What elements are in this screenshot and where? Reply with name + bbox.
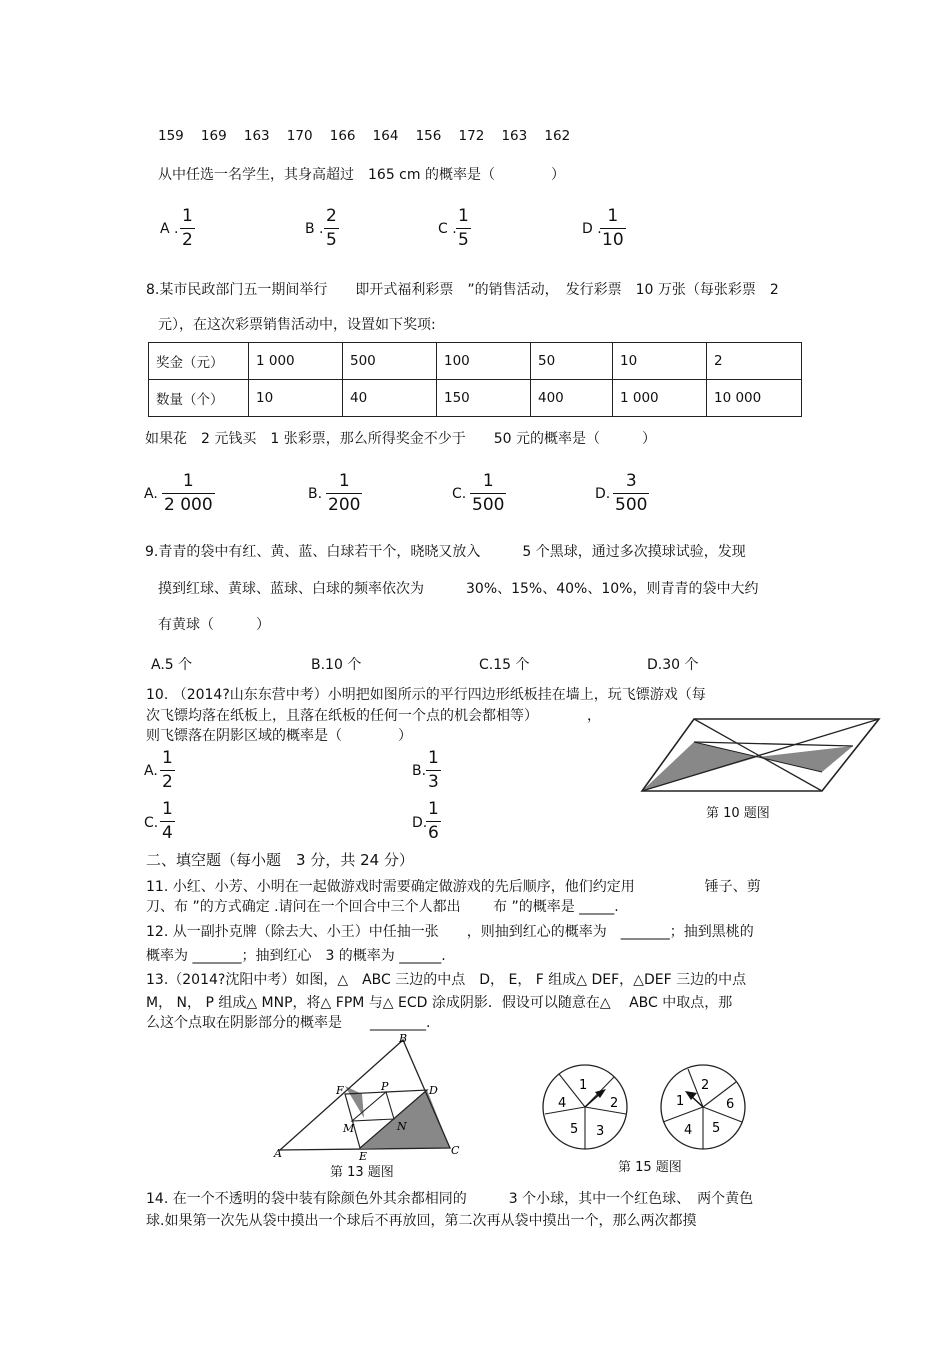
point-label: M (343, 1122, 355, 1135)
point-label: F (336, 1084, 344, 1097)
sector-label: 2 (610, 1096, 619, 1111)
option-label: D. (595, 486, 611, 502)
q9-line1: 9.青青的袋中有红、黄、蓝、白球若干个，晓晓又放入 5 个黑球，通过多次摸球试验，发现 (145, 544, 746, 560)
sector-label: 5 (712, 1121, 721, 1136)
q12-line1: 12. 从一副扑克牌（除去大、小王）中任抽一张 ，则抽到红心的概率为 _______；抽到黑桃的 (146, 924, 754, 940)
q9-line3: 有黄球（ ） (158, 617, 270, 633)
option-fraction: $\frac{1}{2}$ (162, 748, 173, 792)
option-fraction: $\frac{1}{2 000}$ (164, 471, 213, 515)
point-label: N (397, 1120, 407, 1133)
option-label: B . (305, 221, 324, 237)
parallelogram-figure (638, 714, 883, 796)
sector-label: 4 (558, 1096, 567, 1111)
q13-figure-caption: 第 13 题图 (330, 1165, 394, 1180)
option-label: C. (452, 486, 467, 502)
table-cell: 40 (343, 380, 437, 417)
q15-figure-caption: 第 15 题图 (618, 1160, 682, 1175)
option-fraction: $\frac{1}{3}$ (428, 748, 439, 792)
q14-line2: 球.如果第一次先从袋中摸出一个球后不再放回，第二次再从袋中摸出一个，那么两次都摸 (146, 1213, 697, 1229)
q8-line1: 8.某市民政部门五一期间举行 即开式福利彩票 ”的销售活动， 发行彩票 10 万张（每张彩票 2 (146, 282, 779, 298)
option-label: A . (160, 221, 179, 237)
section-2-heading: 二、填空题（每小题 3 分，共 24 分） (146, 851, 414, 869)
table-cell: 500 (343, 343, 437, 380)
table-cell: 1 000 (613, 380, 707, 417)
q10-line2: 次飞镖均落在纸板上，且落在纸板的任何一个点的机会都相等） ， (146, 708, 601, 724)
q10-figure-caption: 第 10 题图 (706, 806, 770, 821)
table-cell: 50 (531, 343, 613, 380)
left-spinner (543, 1065, 627, 1149)
option-label: A. (144, 763, 158, 779)
option-label: B. (412, 763, 427, 779)
q11-line1: 11. 小红、小芳、小明在一起做游戏时需要确定做游戏的先后顺序，他们约定用 锤子、剪 (146, 879, 761, 895)
table-cell: 150 (437, 380, 531, 417)
arrow-icon (685, 1091, 697, 1100)
sector-label: 1 (579, 1078, 588, 1093)
q9-option-c[interactable]: C.15 个 (479, 657, 530, 673)
option-label: D. (412, 815, 428, 831)
q13-line2: M， N， P 组成△ MNP，将△ FPM 与△ ECD 涂成阴影．假设可以随意在△ ABC 中取点，那 (146, 995, 733, 1011)
table-cell: 10 (249, 380, 343, 417)
option-label: C . (438, 221, 457, 237)
q9-option-d[interactable]: D.30 个 (647, 657, 699, 673)
table-cell: 1 000 (249, 343, 343, 380)
shaded-triangle-ecd (360, 1090, 450, 1148)
point-label: C (451, 1144, 460, 1157)
q13-line1: 13.（2014?沈阳中考）如图，△ ABC 三边的中点 D， E， F 组成△ DEF，△DEF 三边的中点 (146, 972, 747, 988)
spinners-figure (540, 1062, 760, 1154)
table-cell: 400 (531, 380, 613, 417)
diagonal-line (642, 719, 879, 791)
sector-label: 5 (570, 1122, 579, 1137)
point-label: D (429, 1084, 438, 1097)
table-cell: 2 (707, 343, 802, 380)
table-row (149, 380, 802, 417)
option-label: B. (308, 486, 323, 502)
table-row (149, 343, 802, 380)
sector-label: 6 (726, 1097, 735, 1112)
sector-label: 1 (676, 1094, 685, 1109)
table-cell: 数量（个） (149, 380, 249, 417)
point-label: P (381, 1080, 389, 1093)
midline (694, 742, 853, 746)
option-fraction: $\frac{1}{5}$ (458, 206, 469, 250)
q13-line3: 么这个点取在阴影部分的概率是 ________. (146, 1015, 431, 1031)
table-cell: 10 000 (707, 380, 802, 417)
q8-question: 如果花 2 元钱买 1 张彩票，那么所得奖金不少于 50 元的概率是（ ） (145, 431, 656, 447)
option-fraction: $\frac{1}{10}$ (602, 206, 624, 250)
sector-label: 3 (596, 1124, 605, 1139)
option-fraction: $\frac{3}{500}$ (615, 471, 648, 515)
option-fraction: $\frac{1}{200}$ (328, 471, 361, 515)
option-fraction: $\frac{1}{4}$ (162, 799, 173, 843)
table-cell: 奖金（元） (149, 343, 249, 380)
q14-line1: 14. 在一个不透明的袋中装有除颜色外其余都相同的 3 个小球，其中一个红色球、 两个黄色 (146, 1191, 754, 1207)
q9-option-a[interactable]: A.5 个 (151, 657, 193, 673)
option-fraction: $\frac{1}{2}$ (182, 206, 193, 250)
option-fraction: $\frac{2}{5}$ (326, 206, 337, 250)
sector-label: 4 (684, 1123, 693, 1138)
point-label: B (399, 1032, 408, 1045)
table-cell: 100 (437, 343, 531, 380)
table-cell: 10 (613, 343, 707, 380)
q10-line3: 则飞镖落在阴影区域的概率是（ ） (146, 728, 412, 744)
q9-option-b[interactable]: B.10 个 (311, 657, 362, 673)
point-label: E (359, 1150, 368, 1162)
triangle-figure (268, 1032, 468, 1162)
q11-line2: 刀、布 ”的方式确定 .请问在一个回合中三个人都出 布 ”的概率是 _____. (146, 899, 619, 915)
sector-label: 2 (701, 1078, 710, 1093)
option-fraction: $\frac{1}{500}$ (472, 471, 505, 515)
q9-line2: 摸到红球、黄球、蓝球、白球的频率依次为 30%、15%、40%、10%，则青青的袋中大约 (158, 581, 759, 597)
q12-line2: 概率为 _______；抽到红心 3 的概率为 ______. (146, 948, 446, 964)
option-label: C. (144, 815, 159, 831)
right-spinner (661, 1065, 745, 1149)
heights-row: 159 169 163 170 166 164 156 172 163 162 (158, 128, 571, 144)
point-label: A (274, 1147, 282, 1160)
q8-line2: 元），在这次彩票销售活动中，设置如下奖项: (158, 317, 436, 333)
option-fraction: $\frac{1}{6}$ (428, 799, 439, 843)
option-label: A. (144, 486, 158, 502)
q10-line1: 10. （2014?山东东营中考）小明把如图所示的平行四边形纸板挂在墙上，玩飞镖游戏（每 (146, 687, 706, 703)
q7-stem: 从中任选一名学生，其身高超过 165 cm 的概率是（ ） (158, 167, 565, 183)
option-label: D . (582, 221, 602, 237)
prize-table (148, 342, 802, 417)
